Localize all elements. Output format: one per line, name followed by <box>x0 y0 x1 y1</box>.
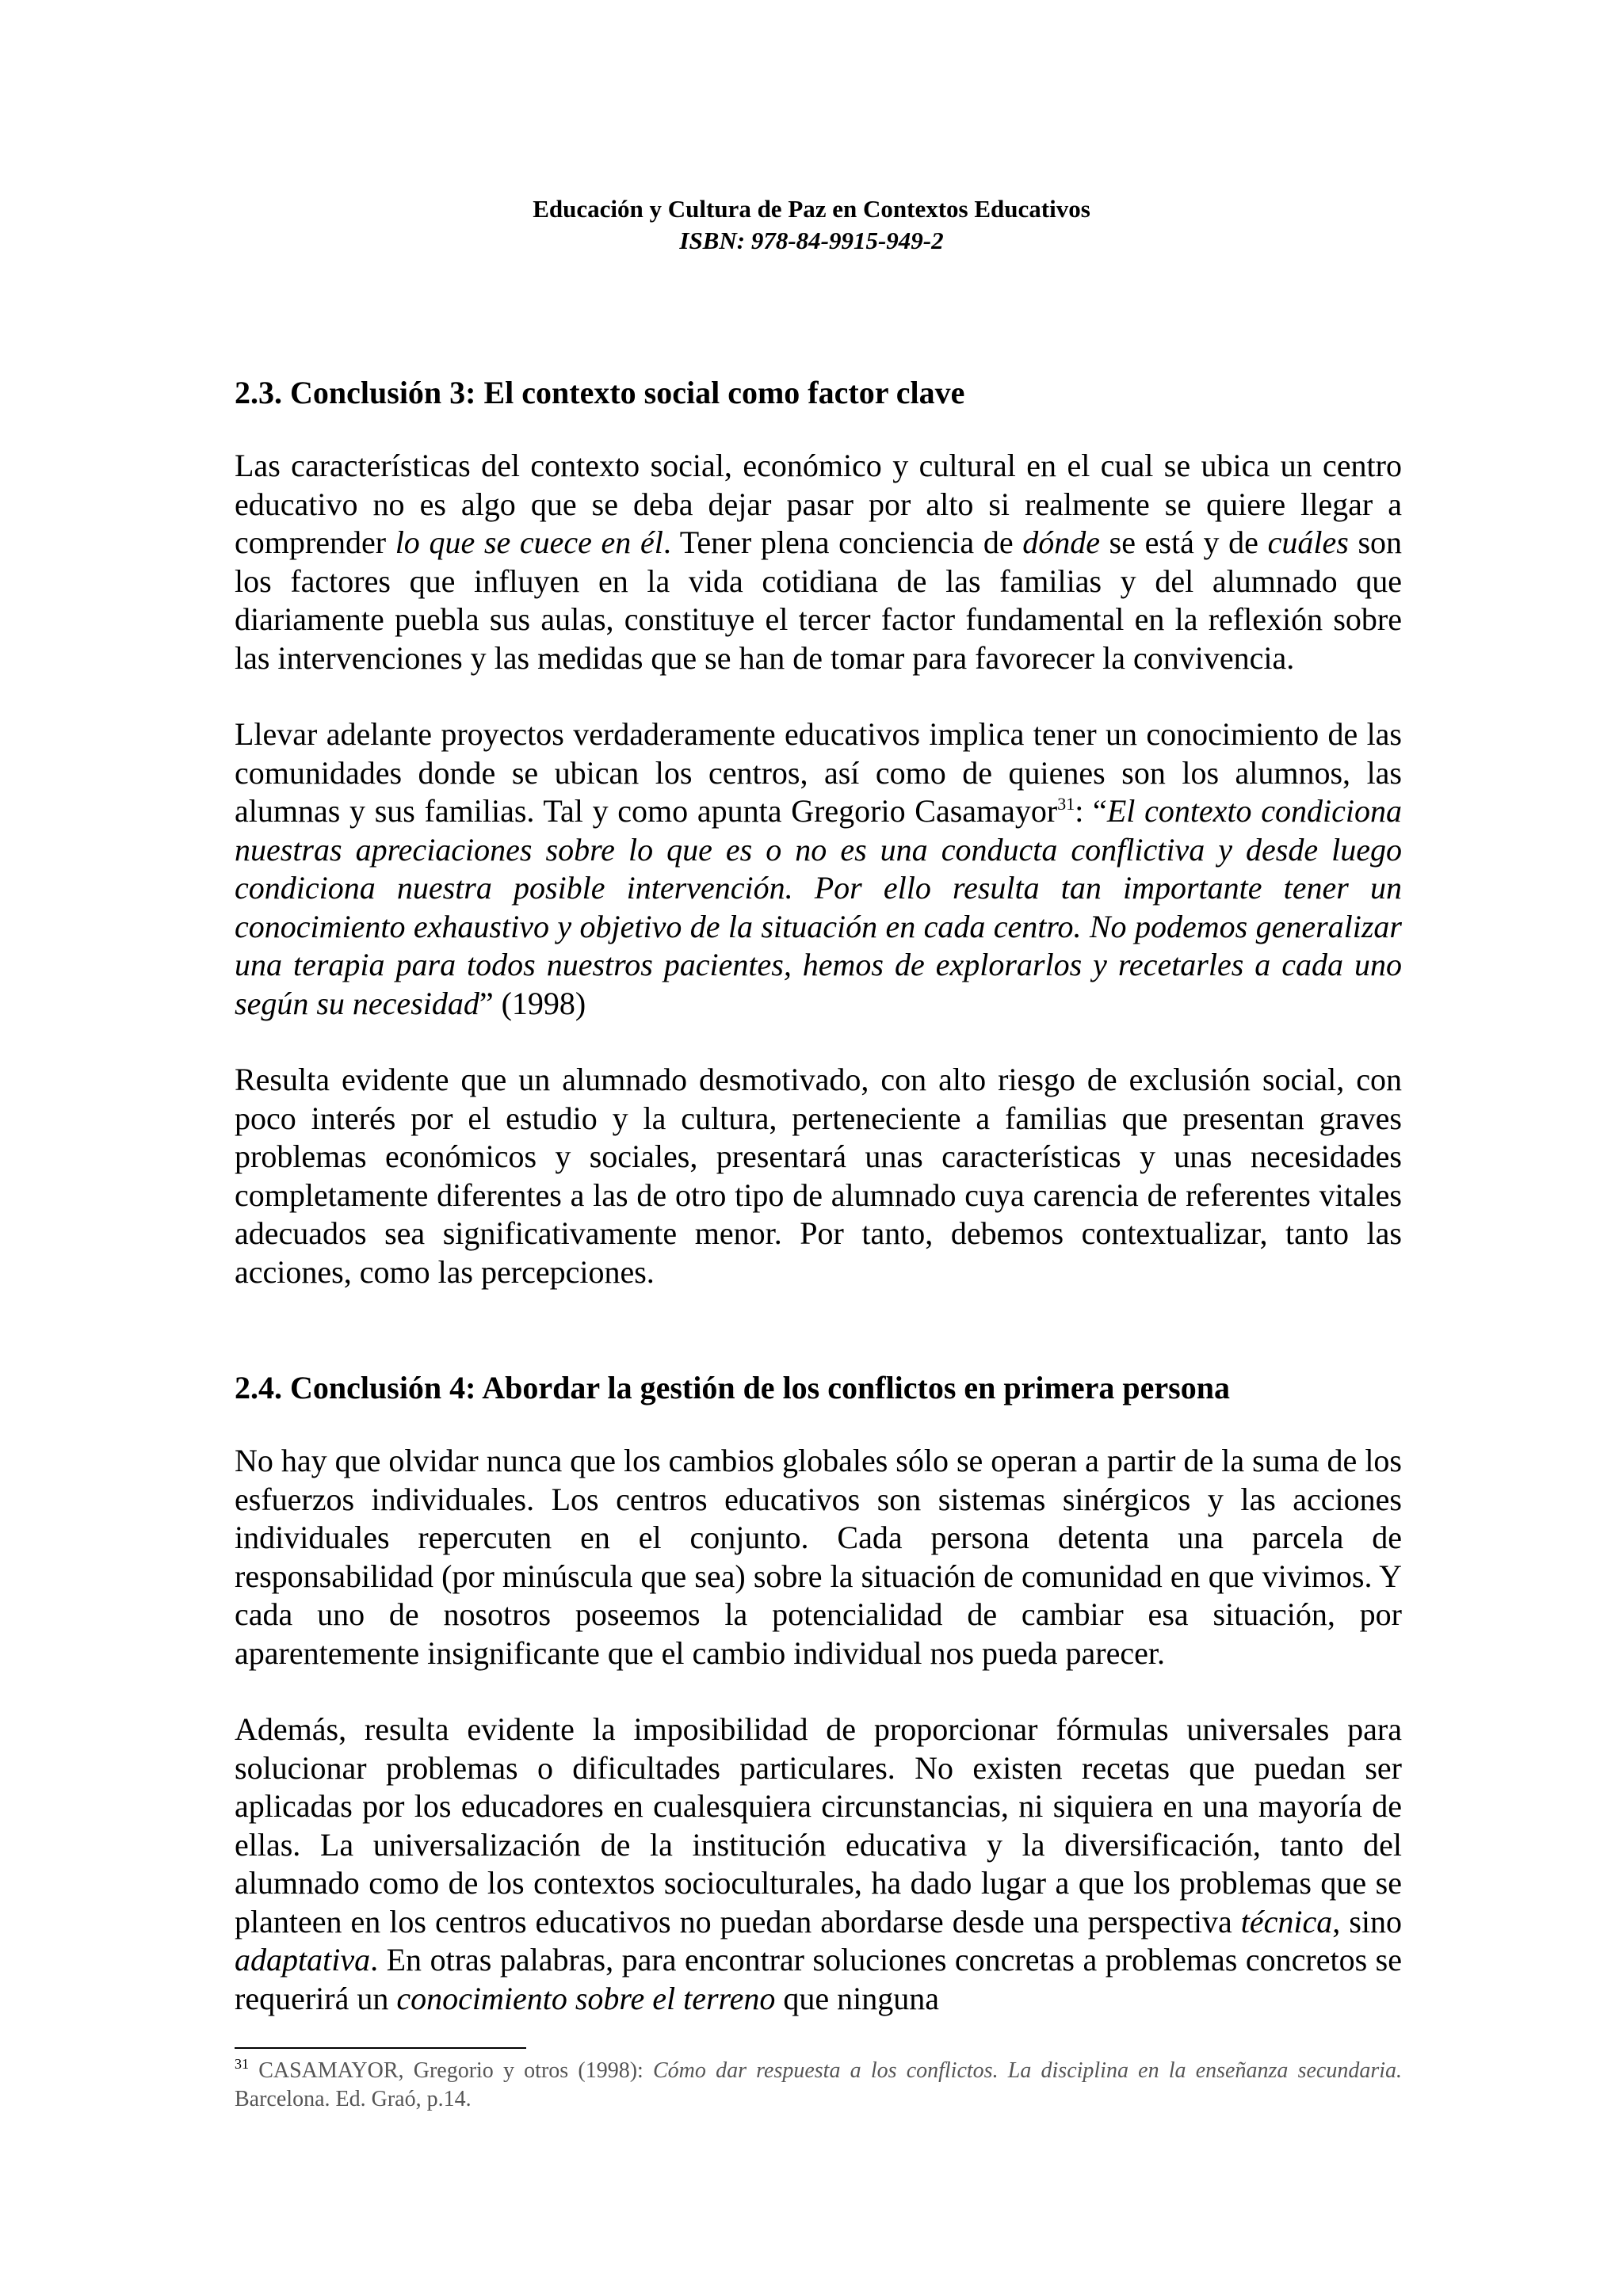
footnote-divider <box>235 2047 526 2049</box>
footnote-number: 31 <box>235 2056 249 2072</box>
isbn: ISBN: 978-84-9915-949-2 <box>679 227 944 254</box>
section-heading-2-3: 2.3. Conclusión 3: El contexto social como factor clave <box>235 375 965 410</box>
paragraph: Además, resulta evidente la imposibilidad de proporcionar fórmulas universales para solucionar problemas o dificultades particulares. No existen recetas que puedan ser aplicadas por los educadores en cualesquiera circunstancias, ni siquiera en una mayoría de ellas. La universalización de la institución educativa y la diversificación, tanto del alumnado como de los contextos socioculturales, ha dado lugar a que los problemas que se planteen en los centros educativos no puedan abordarse desde una perspectiva técnica, sino adaptativa. En otras palabras, para encontrar soluciones concretas a problemas concretos se requerirá un conocimiento sobre el terreno que ninguna <box>235 1711 1402 2016</box>
paragraph: Las características del contexto social, económico y cultural en el cual se ubica un centro educativo no es algo que se deba dejar pasar por alto si realmente se quiere llegar a comprender lo que se cuece en él. Tener plena conciencia de dónde se está y de cuáles son los factores que influyen en la vida cotidiana de las familias y del alumnado que diariamente puebla sus aulas, constituye el tercer factor fundamental en la reflexión sobre las intervenciones y las medidas que se han de tomar para favorecer la convivencia. <box>235 448 1403 676</box>
main-content <box>235 372 1402 2018</box>
paragraph: Resulta evidente que un alumnado desmotivado, con alto riesgo de exclusión social, con poco interés por el estudio y la cultura, perteneciente a familias que presentan graves problemas económicos y sociales, presentará unas características y unas necesidades completamente diferentes a las de otro tipo de alumnado cuya carencia de referentes vitales adecuados sea significativamente menor. Por tanto, debemos contextualizar, tanto las acciones, como las percepciones. <box>235 1062 1402 1290</box>
paragraph: No hay que olvidar nunca que los cambios globales sólo se operan a partir de la suma de los esfuerzos individuales. Los centros educativos son sistemas sinérgicos y las acciones individuales repercuten en el conjunto. Cada persona detenta una parcela de responsabilidad (por minúscula que sea) sobre la situación de comunidad en que vivimos. Y cada uno de nosotros poseemos la potencialidad de cambiar esa situación, por aparentemente insignificante que el cambio individual nos pueda parecer. <box>235 1443 1402 1671</box>
book-title: Educación y Cultura de Paz en Contextos Educativos <box>533 195 1090 223</box>
section-heading-2-4: 2.4. Conclusión 4: Abordar la gestión de los conflictos en primera persona <box>235 1370 1230 1405</box>
footnote-reference[interactable]: 31 <box>1057 794 1075 814</box>
paragraph: Llevar adelante proyectos verdaderamente educativos implica tener un conocimiento de las comunidades donde se ubican los centros, así como de quienes son los alumnos, las alumnas y sus familias. Tal y como apunta Gregorio Casamayor$^{31}$: “El contexto condiciona nuestras apreciaciones sobre lo que es o no es una conducta conflictiva y desde luego condiciona nuestra posible intervención. Por ello resulta tan importante tener un conocimiento exhaustivo y objetivo de la situación en cada centro. No podemos generalizar una terapia para todos nuestros pacientes, hemos de explorarlos y recetarles a cada uno según su necesidad” (1998) <box>235 716 1402 1021</box>
running-header <box>0 193 1623 257</box>
footnote-title: Cómo dar respuesta a los conflictos. La disciplina en la enseñanza secundaria. <box>653 2058 1403 2083</box>
footnote: $^{31}$ CASAMAYOR, Gregorio y otros (1998): Cómo dar respuesta a los conflictos. La disciplina en la enseñanza secundaria. Barcelona. Ed. Graó, p.14. <box>235 2056 1403 2111</box>
quotation: El contexto condiciona nuestras apreciaciones sobre lo que es o no es una conducta conflictiva y desde luego condiciona nuestra posible intervención. Por ello resulta tan importante tener un conocimiento exhaustivo y objetivo de la situación en cada centro. No podemos generalizar una terapia para todos nuestros pacientes, hemos de explorarlos y recetarles a cada uno según su necesidad <box>235 793 1402 1021</box>
